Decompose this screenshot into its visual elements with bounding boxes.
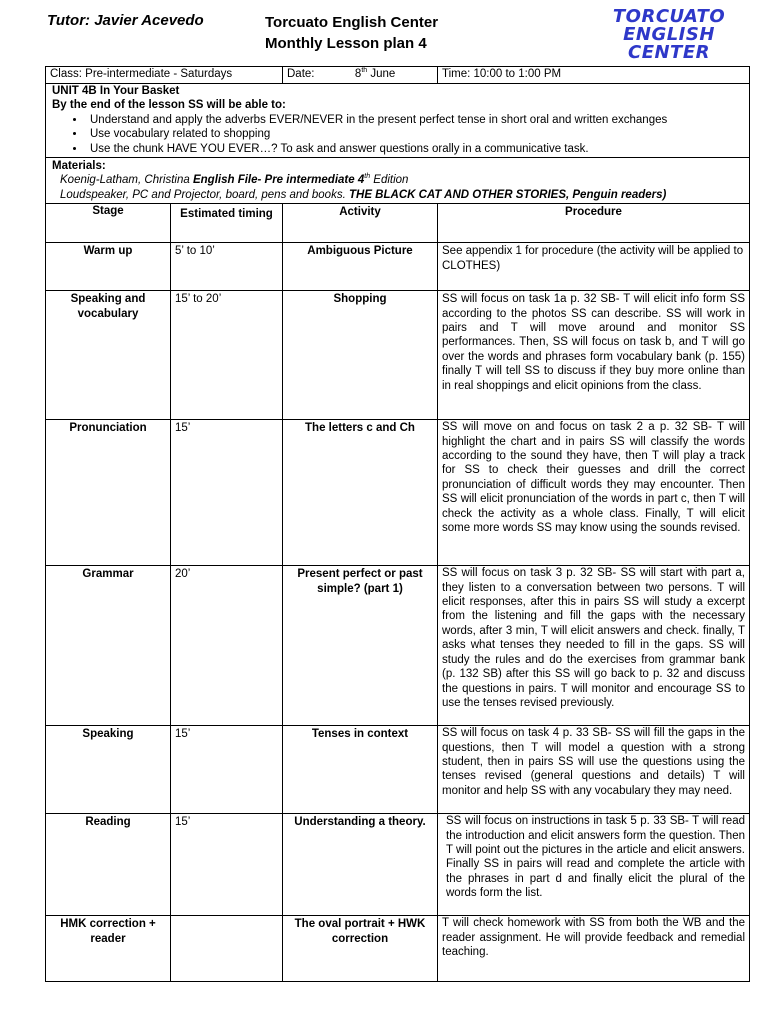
logo-line-3: CENTER	[627, 42, 710, 63]
col-header-timing: Estimated timing	[171, 204, 283, 243]
objective-item: • Use vocabulary related to shopping	[86, 127, 743, 141]
timing-cell: 5’ to 10’	[171, 243, 283, 291]
procedure-cell: T will check homework with SS from both the WB and the reader assignment. He will provide feedback and remedial teaching.	[438, 916, 750, 982]
table-row	[46, 291, 750, 420]
col-header-activity: Activity	[283, 204, 438, 243]
stage-cell: Speaking and vocabulary	[46, 291, 171, 420]
timing-cell: 15’	[171, 814, 283, 916]
center-title-block	[265, 12, 438, 54]
logo-line-1: TORCUATO	[612, 6, 726, 27]
stage-cell: Grammar	[46, 566, 171, 726]
timing-cell: 20’	[171, 566, 283, 726]
date-month: June	[370, 68, 396, 80]
logo-line-2: ENGLISH	[623, 24, 715, 45]
objective-item: • Understand and apply the adverbs EVER/NEVER in the present perfect tense in short oral and written exchanges	[86, 113, 743, 127]
table-row	[46, 566, 750, 726]
materials-label: Materials:	[52, 160, 106, 173]
materials-items: Loudspeaker, PC and Projector, board, pens and books.	[60, 188, 349, 201]
table-row	[46, 726, 750, 814]
timing-cell: 15’	[171, 726, 283, 814]
col-header-procedure: Procedure	[438, 204, 750, 243]
info-row	[46, 67, 750, 84]
column-header-row	[46, 204, 750, 243]
date-label: Date:	[287, 68, 315, 80]
table-row	[46, 243, 750, 291]
document-header	[0, 0, 768, 66]
objectives-row	[46, 84, 750, 158]
procedure-cell: SS will focus on task 3 p. 32 SB- SS will start with part a, they listen to a conversation between two persons. T will elicit responses, after this in pairs SS will study a excerpt from the listening and fill the gaps with the necessary words, after 3 min, T will elicit answers and check. finally, T asks what tenses they needed to fill in the gaps. SS will study the rules and do the exercises from grammar bank (p. 132 SB) after this SS will go back to p. 32 and discuss the questions in pairs. T will monitor and encourage SS to use the tenses revised previously.	[438, 566, 750, 726]
procedure-cell: SS will move on and focus on task 2 a p. 32 SB- T will highlight the chart and in pairs SS will classify the words according to the sound they have, then T will play a track for SS to check their guesses and drill the correct pronunciation of difficult words they may encounter. Then SS will elicit pronunciation of the words in part c, then T will check the activity as a whole class. Finally, T will elicit some more words SS may know using the sounds revised.	[438, 420, 750, 566]
timing-cell: 15’	[171, 420, 283, 566]
stage-cell: Reading	[46, 814, 171, 916]
timing-cell: 15’ to 20’	[171, 291, 283, 420]
procedure-cell: SS will focus on instructions in task 5 p. 33 SB- T will read the introduction and elicit answers form the question. Then T will point out the pictures in the article and elicit answers. Finally SS in pairs will read and complete the article with the phrases in part d and finally elicit the plural of the words form the list.	[438, 814, 750, 916]
objectives-list	[52, 113, 743, 156]
materials-edition-sup: th	[364, 173, 371, 181]
activity-cell: Tenses in context	[283, 726, 438, 814]
plan-title: Monthly Lesson plan 4	[265, 35, 427, 52]
materials-line-1	[52, 173, 743, 187]
materials-edition: Edition	[370, 174, 409, 187]
date-cell	[283, 67, 438, 84]
center-name: Torcuato English Center	[265, 14, 439, 31]
activity-cell: Understanding a theory.	[283, 814, 438, 916]
activity-cell: The letters c and Ch	[283, 420, 438, 566]
materials-book: English File- Pre intermediate 4	[192, 174, 365, 187]
table-row	[46, 814, 750, 916]
objectives-cell	[46, 84, 750, 158]
objective-item: • Use the chunk HAVE YOU EVER…? To ask and answer questions orally in a communicative task.	[86, 142, 743, 156]
materials-reader: THE BLACK CAT AND OTHER STORIES, Penguin readers)	[348, 188, 667, 201]
procedure-cell: See appendix 1 for procedure (the activity will be applied to CLOTHES)	[438, 243, 750, 291]
tutor-name: Tutor: Javier Acevedo	[47, 12, 204, 29]
stage-cell: HMK correction + reader	[46, 916, 171, 982]
stage-cell: Speaking	[46, 726, 171, 814]
activity-cell: Shopping	[283, 291, 438, 420]
materials-line-2	[52, 188, 743, 202]
unit-title: UNIT 4B In Your Basket	[52, 85, 180, 97]
table-row	[46, 916, 750, 982]
stage-cell: Warm up	[46, 243, 171, 291]
materials-author: Koenig-Latham, Christina	[60, 174, 193, 187]
timing-cell	[171, 916, 283, 982]
class-cell: Class: Pre-intermediate - Saturdays	[46, 67, 283, 84]
date-suffix: th	[361, 67, 368, 75]
materials-row	[46, 158, 750, 204]
stage-cell: Pronunciation	[46, 420, 171, 566]
col-header-stage: Stage	[46, 204, 171, 243]
torcuato-logo	[604, 8, 734, 62]
activity-cell: Present perfect or past simple? (part 1)	[283, 566, 438, 726]
procedure-cell: SS will focus on task 1a p. 32 SB- T will elicit info form SS according to the photos SS can describe. SS will work in pairs and T will move around and monitor SS performances. Then, SS will focus on task b, and T will go over the words and phrases form vocabulary bank (p. 155) finally T will tell SS to discuss if they buy more online than in real shoppings and elicit opinions from the class.	[438, 291, 750, 420]
activity-cell: The oval portrait + HWK correction	[283, 916, 438, 982]
objectives-intro: By the end of the lesson SS will be able to:	[52, 99, 286, 112]
table-row	[46, 420, 750, 566]
procedure-cell: SS will focus on task 4 p. 33 SB- SS will fill the gaps in the questions, then T will model a question with a strong student, then in pairs SS will use the questions using the tenses revised (general questions and details) T will monitor and help SS with any vocabulary they may need.	[438, 726, 750, 814]
date-day: 8	[354, 68, 362, 80]
materials-cell	[46, 158, 750, 204]
time-cell: Time: 10:00 to 1:00 PM	[438, 67, 750, 84]
activity-cell: Ambiguous Picture	[283, 243, 438, 291]
lesson-plan-table	[45, 66, 750, 982]
